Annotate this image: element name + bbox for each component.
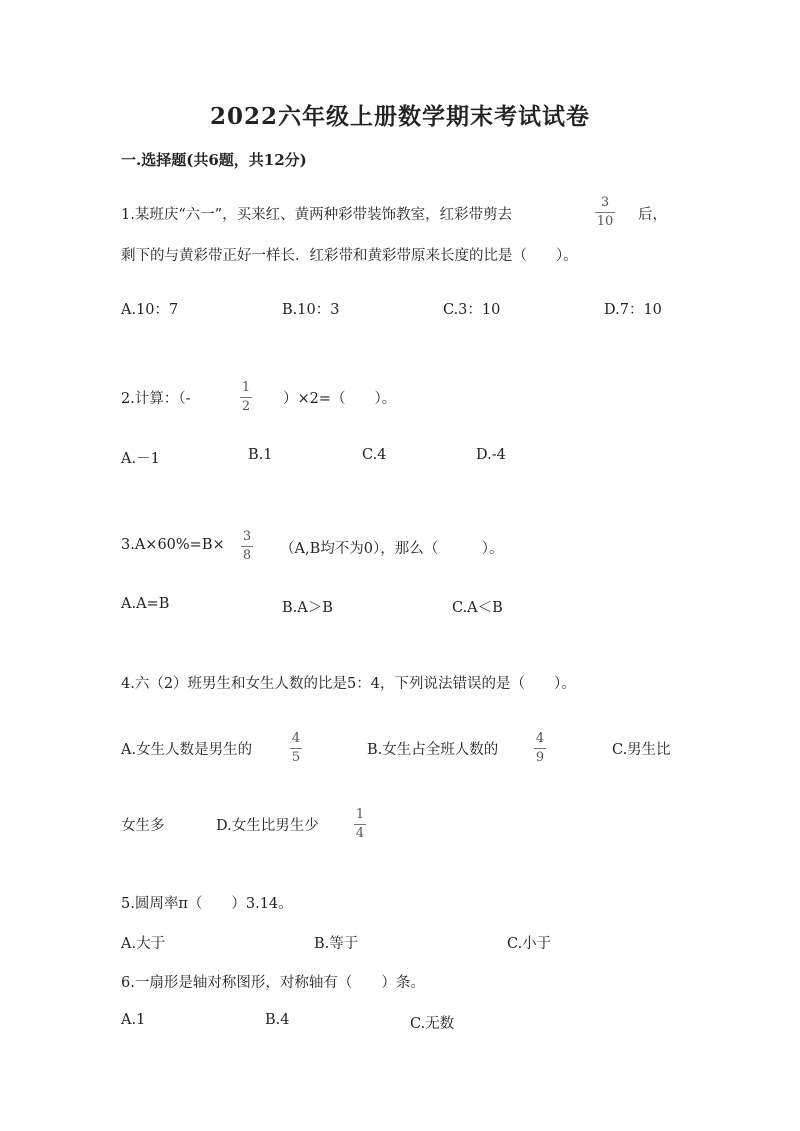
fraction-denominator: 8 [242,548,252,563]
fraction-denominator: 4 [355,826,365,841]
fraction-denominator: 10 [596,214,614,229]
question-2-fraction [240,381,252,414]
option-d[interactable]: D.7：10 [604,302,662,318]
option-b[interactable]: B.4 [265,1012,290,1028]
question-1-stem-line2: 剩下的与黄彩带正好一样长．红彩带和黄彩带原来长度的比是（ ）。 [121,248,578,264]
question-1-stem-tail: 后， [638,207,667,223]
fraction-denominator: 9 [535,750,545,765]
fraction-bar [595,212,615,213]
fraction-bar [534,748,546,749]
option-c[interactable]: C.A＜B [452,600,503,616]
option-c-continued: 女生多 [121,818,165,834]
fraction-denominator: 2 [241,399,251,414]
question-3-stem: 3.A×60%=B× [121,537,225,553]
fraction-bar [290,748,302,749]
option-a[interactable]: A.－1 [121,451,160,467]
fraction-denominator: 5 [291,750,301,765]
page-title: 2022六年级上册数学期末考试试卷 [209,103,590,130]
option-c[interactable]: C.男生比 [612,742,671,758]
question-5-stem: 5.圆周率π（ ）3.14。 [121,896,293,912]
question-4-stem: 4.六（2）班男生和女生人数的比是5：4，下列说法错误的是（ ）。 [121,676,576,692]
fraction-numerator: 4 [291,731,301,746]
option-d[interactable]: D.女生比男生少 [216,818,319,834]
option-c[interactable]: C.小于 [507,936,552,952]
option-a[interactable]: A.A=B [121,596,170,612]
fraction-bar [240,397,252,398]
option-c[interactable]: C.无数 [410,1016,455,1032]
fraction-numerator: 3 [242,529,252,544]
option-a[interactable]: A.女生人数是男生的 [121,742,253,758]
option-c[interactable]: C.4 [362,447,387,463]
option-b[interactable]: B.A＞B [282,600,333,616]
option-a[interactable]: A.10：7 [121,302,179,318]
question-3-stem-tail: （A,B均不为0），那么（ ）。 [280,541,504,557]
fraction-numerator: 1 [355,807,365,822]
option-a-fraction [290,732,302,765]
option-b[interactable]: B.10：3 [282,302,340,318]
option-b[interactable]: B.1 [248,447,273,463]
fraction-numerator: 1 [241,380,251,395]
option-a[interactable]: A.大于 [121,936,166,952]
question-2-stem: 2.计算：（- [121,391,191,407]
option-c[interactable]: C.3：10 [443,302,501,318]
question-3-fraction [241,530,253,563]
option-a[interactable]: A.1 [121,1012,146,1028]
option-b[interactable]: B.女生占全班人数的 [367,742,499,758]
fraction-numerator: 3 [600,195,610,210]
fraction-numerator: 4 [535,731,545,746]
fraction-bar [354,824,366,825]
fraction-bar [241,546,253,547]
option-d-fraction [354,808,366,841]
option-b[interactable]: B.等于 [314,936,359,952]
option-b-fraction [534,732,546,765]
option-d[interactable]: D.-4 [476,447,506,463]
question-1-fraction [595,196,615,229]
question-6-stem: 6.一扇形是轴对称图形，对称轴有（ ）条。 [121,975,425,991]
question-1-stem-line1: 1.某班庆“六一”，买来红、黄两种彩带装饰教室，红彩带剪去 [121,207,513,223]
question-2-stem-tail: ）×2=（ ）。 [283,391,397,407]
section-heading: 一.选择题(共6题，共12分) [121,151,307,169]
